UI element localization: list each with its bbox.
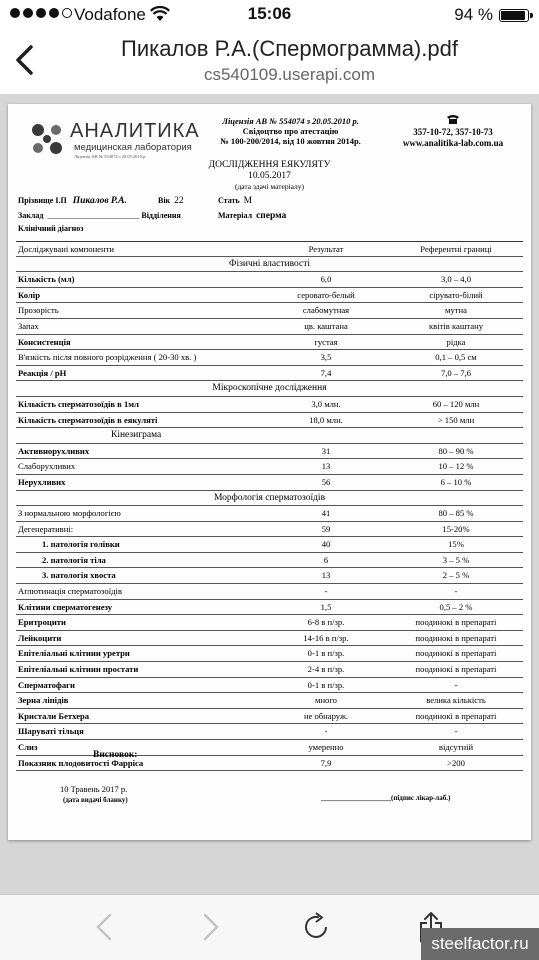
row-component: 1. патологія голівки xyxy=(42,539,120,550)
license-block xyxy=(203,116,378,146)
patient-sex: М xyxy=(243,196,253,206)
table-row xyxy=(16,693,523,709)
row-reference: 60 – 120 млн xyxy=(432,398,480,409)
row-reference: сірувато-білий xyxy=(429,289,483,300)
header-components: Досліджувані компоненти xyxy=(18,244,114,254)
table-row xyxy=(16,646,523,662)
pdf-viewer[interactable] xyxy=(0,94,539,894)
row-result: 41 xyxy=(321,508,331,519)
license-line: № 100-200/2014, від 10 жовтня 2014р. xyxy=(220,136,361,146)
patient-name-field xyxy=(18,196,127,206)
table-row xyxy=(16,568,523,584)
table-row xyxy=(16,335,523,351)
row-reference: >200 xyxy=(447,757,465,768)
table-row xyxy=(16,522,523,538)
table-row xyxy=(16,397,523,413)
table-section-row xyxy=(16,491,523,507)
document-host: cs540109.userapi.com xyxy=(203,65,376,84)
section-title: Фізичні властивості xyxy=(228,258,311,269)
facility-value: _______________________ xyxy=(47,211,140,220)
table-row xyxy=(16,303,523,319)
row-result: 6 xyxy=(323,554,329,565)
table-row xyxy=(16,475,523,491)
row-component: Аглютинація сперматозоїдів xyxy=(18,586,122,597)
row-component: Зерна ліпідів xyxy=(18,695,69,706)
row-component: Запах xyxy=(18,320,39,331)
patient-age: 22 xyxy=(174,196,184,206)
row-reference: > 150 млн xyxy=(437,414,475,425)
row-component: Сперматофаги xyxy=(18,679,75,690)
row-reference: 6 – 10 % xyxy=(440,476,472,487)
row-result: 31 xyxy=(321,445,331,456)
row-result: цв. каштана xyxy=(304,320,348,331)
carrier-name: Vodafone xyxy=(74,5,146,24)
material-label: Матеріал xyxy=(218,211,253,220)
table-row xyxy=(16,537,523,553)
bottom-toolbar xyxy=(0,894,539,960)
license-line: Ліцензія АВ № 554074 з 20.05.2010 р. xyxy=(222,116,359,126)
patient-sex-field xyxy=(218,196,252,206)
row-component: Епітеліальні клітини уретри xyxy=(18,648,130,659)
table-row xyxy=(16,615,523,631)
row-reference: 15% xyxy=(448,539,464,550)
row-component: Епітеліальні клітини простати xyxy=(18,664,139,675)
table-row xyxy=(16,724,523,740)
table-row xyxy=(16,553,523,569)
report-heading: ДОСЛІДЖЕННЯ ЕЯКУЛЯТУ xyxy=(208,160,331,170)
status-bar xyxy=(0,0,539,30)
issue-date: 10 Травень 2017 р. xyxy=(60,784,128,794)
row-component: Еритроцити xyxy=(18,617,66,628)
row-reference: - xyxy=(454,726,458,737)
lab-logo-tagline: медицинская лаборатория xyxy=(74,142,192,153)
row-reference: 3 – 5 % xyxy=(442,554,470,565)
row-reference: 15-20% xyxy=(442,523,470,534)
row-result: 18,0 млн. xyxy=(309,414,343,425)
row-component: Кількість сперматозоїдів в еякуляті xyxy=(18,414,158,425)
watermark: steelfactor.ru xyxy=(421,928,539,960)
row-component: Слаборухливих xyxy=(18,461,76,472)
row-result: - xyxy=(324,726,328,737)
section-title: Морфологія сперматозоїдів xyxy=(213,492,326,503)
patient-age-label: Вік xyxy=(158,196,171,205)
row-component: Кристали Бетхера xyxy=(18,710,90,721)
battery-percent: 94 % xyxy=(454,5,493,24)
table-row xyxy=(16,459,523,475)
row-component: Клітини сперматогенезу xyxy=(18,601,113,612)
row-reference: поодинокі в препараті xyxy=(415,648,497,659)
row-component: Нерухливих xyxy=(18,476,66,487)
row-result: не обнаруж. xyxy=(303,710,349,721)
material-field xyxy=(218,211,286,221)
table-row xyxy=(16,319,523,335)
row-reference: поодинокі в препараті xyxy=(415,632,497,643)
row-reference: 3,0 – 4,0 xyxy=(440,274,472,285)
row-reference: - xyxy=(454,586,458,597)
license-line: Свідоцтво про атестацію xyxy=(242,126,339,136)
contact-site: www.analitika-lab.com.ua xyxy=(402,138,504,148)
row-result: 56 xyxy=(321,476,331,487)
patient-name-label: Прізвище І.П xyxy=(18,196,67,205)
row-reference: рідка xyxy=(446,336,466,347)
row-component: Прозорість xyxy=(18,305,59,316)
section-title: Кінезиграма xyxy=(111,430,162,441)
row-reference: 80 – 90 % xyxy=(438,445,474,456)
contact-block xyxy=(383,114,523,149)
row-result: много xyxy=(315,695,337,706)
results-table xyxy=(16,241,523,771)
row-reference: відсутній xyxy=(438,742,474,752)
row-result: 59 xyxy=(321,523,331,534)
signature-line: ____________________(підпис лікар-лаб.) xyxy=(321,794,451,802)
section-title: Мікроскопічне дослідження xyxy=(212,383,327,394)
row-result: 0-1 в п/зр. xyxy=(307,648,345,659)
row-component: Слиз xyxy=(18,742,38,752)
row-component: В'язкість після повного розрідження ( 20-30 хв. ) xyxy=(18,352,197,363)
row-result: 2-4 в п/зр. xyxy=(307,664,345,675)
table-row xyxy=(16,506,523,522)
row-result: 6-8 в п/зр. xyxy=(307,617,345,628)
header-result: Результат xyxy=(308,244,344,254)
row-component: Кількість сперматозоїдів в 1мл xyxy=(18,398,139,409)
row-result: серовато-белый xyxy=(297,289,355,300)
row-result: 0-1 в п/зр. xyxy=(307,679,345,690)
table-row xyxy=(16,350,523,366)
phone-icon xyxy=(446,114,460,124)
row-result: слабомутная xyxy=(302,305,350,316)
table-row xyxy=(16,584,523,600)
row-reference: 7,0 – 7,6 xyxy=(440,367,472,378)
table-section-row xyxy=(16,257,523,273)
lab-logo-icon xyxy=(30,122,64,156)
row-result: - xyxy=(324,586,328,597)
row-result: густая xyxy=(314,336,338,347)
table-row xyxy=(16,288,523,304)
row-component: Лейкоцити xyxy=(18,632,62,643)
back-chevron-icon[interactable] xyxy=(12,44,36,76)
row-result: 14-16 в п/зр. xyxy=(303,632,349,643)
material-value: сперма xyxy=(256,211,287,221)
header-reference: Референтні границі xyxy=(420,244,492,254)
row-reference: поодинокі в препараті xyxy=(415,710,497,721)
issue-date-caption: (дата видачі бланку) xyxy=(63,796,128,804)
table-header-row xyxy=(16,241,523,257)
facility-label: Заклад xyxy=(18,211,44,220)
reload-icon[interactable] xyxy=(302,911,332,943)
row-component: Активнорухливих xyxy=(18,445,90,456)
back-arrow-icon[interactable] xyxy=(90,911,120,943)
row-reference: мутна xyxy=(445,305,467,316)
document-title: Пикалов Р.А.(Спермограмма).pdf xyxy=(121,36,458,61)
row-component: Показник плодовитості Фарріса xyxy=(18,757,144,768)
facility-field xyxy=(18,211,181,220)
forward-arrow-icon[interactable] xyxy=(195,911,225,943)
row-reference: 80 – 85 % xyxy=(438,508,474,519)
patient-name: Пикалов Р.А. xyxy=(72,196,127,206)
row-result: 13 xyxy=(321,461,331,472)
patient-age-field xyxy=(158,196,184,206)
row-reference: 0,5 – 2 % xyxy=(439,601,473,612)
diagnosis-field xyxy=(18,224,83,233)
row-component: Дегенеративні: xyxy=(18,523,74,534)
row-reference: 2 – 5 % xyxy=(442,570,470,581)
row-reference: велика кількість xyxy=(426,695,486,706)
battery-icon xyxy=(499,9,529,22)
row-reference: квітів каштану xyxy=(428,320,484,331)
row-result: 3,0 млн. xyxy=(311,398,341,409)
row-component: Реакція / рН xyxy=(18,367,67,378)
row-result: 1,5 xyxy=(320,601,332,612)
row-result: 3,5 xyxy=(320,352,332,363)
table-row xyxy=(16,662,523,678)
row-component: 2. патологія тіла xyxy=(42,554,106,565)
row-result: 7,4 xyxy=(320,367,332,378)
table-section-row xyxy=(16,381,523,397)
table-row xyxy=(16,272,523,288)
row-component: Кількість (мл) xyxy=(18,274,75,285)
row-result: 6,0 xyxy=(320,274,332,285)
table-section-row xyxy=(16,428,523,444)
table-row xyxy=(16,366,523,382)
lab-logo-name: АНАЛИТИКА xyxy=(70,120,200,142)
pdf-page xyxy=(8,104,531,840)
row-result: умеренно xyxy=(308,742,344,752)
row-reference: 10 – 12 % xyxy=(438,461,474,472)
clock: 15:06 xyxy=(247,4,292,23)
table-row xyxy=(16,444,523,460)
row-result: 13 xyxy=(321,570,331,581)
table-row xyxy=(16,678,523,694)
diagnosis-label: Клінічний діагноз xyxy=(18,224,84,233)
contact-phones: 357-10-72, 357-10-73 xyxy=(413,127,493,137)
row-result: 40 xyxy=(321,539,331,550)
conclusion-label: Висновок: xyxy=(93,750,138,760)
report-date-caption: (дата здачі матеріалу) xyxy=(234,182,305,191)
department-label: Відділення xyxy=(141,211,181,220)
row-result: 7,9 xyxy=(320,757,332,768)
row-reference: поодинокі в препараті xyxy=(415,617,497,628)
row-reference: поодинокі в препараті xyxy=(415,664,497,675)
row-component: Колір xyxy=(18,289,40,300)
row-component: З нормальною морфологією xyxy=(18,508,121,519)
table-row xyxy=(16,600,523,616)
row-component: 3. патологія хвоста xyxy=(42,570,116,581)
report-date: 10.05.2017 xyxy=(248,171,291,181)
patient-sex-label: Стать xyxy=(218,196,240,205)
table-row xyxy=(16,631,523,647)
table-row xyxy=(16,413,523,429)
nav-bar xyxy=(0,30,539,94)
lab-logo-small-text: Ліцензія АВ № 554074 з 20.05.2010 р. xyxy=(74,154,147,159)
table-row xyxy=(16,709,523,725)
row-component: Шаруваті тільця xyxy=(18,726,84,737)
lab-logo xyxy=(30,120,200,160)
row-reference: 0,1 – 0,5 см xyxy=(435,352,477,363)
row-reference: - xyxy=(454,679,458,690)
row-component: Консистенція xyxy=(18,336,71,347)
